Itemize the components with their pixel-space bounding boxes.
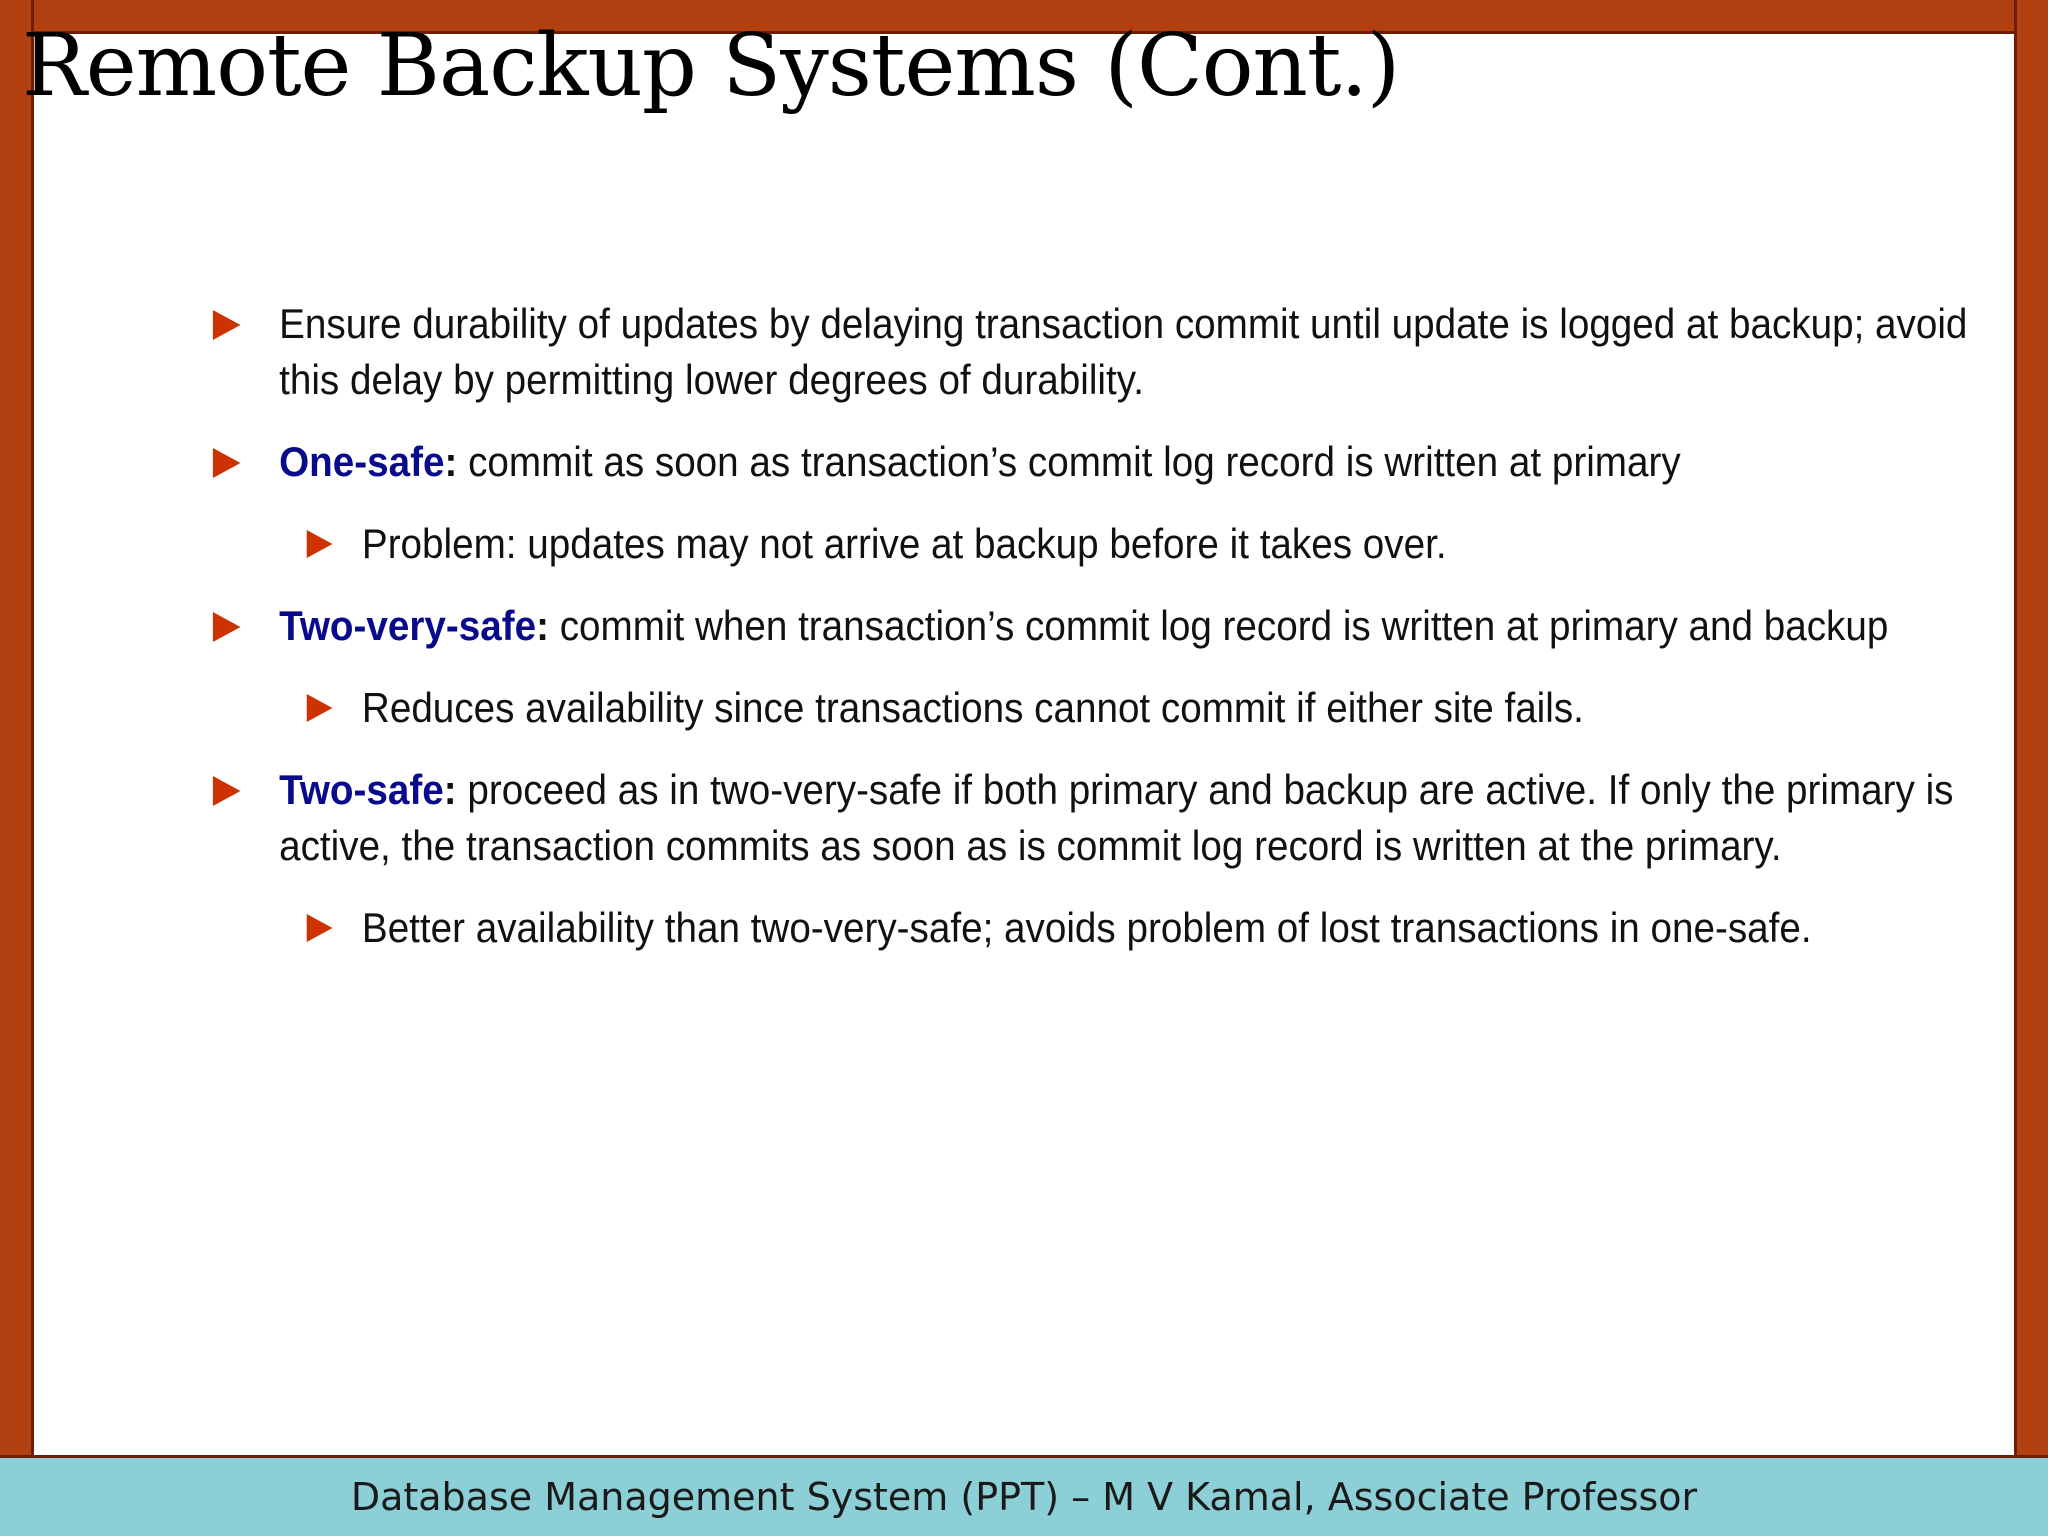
bullet-text: Reduces availability since transactions cannot commit if either site fails. [361, 684, 1584, 731]
bullet-list [200, 296, 1990, 982]
slide-footer: Database Management System (PPT) – M V Kamal, Associate Professor [0, 1455, 2048, 1536]
sub-bullet-item [200, 516, 2048, 572]
bullet-term: One-safe [279, 438, 445, 485]
term-separator: : [536, 602, 549, 649]
bullet-text: proceed as in two-very-safe if both primary and backup are active. If only the primary is active, the transaction commits as soon as is commit log record is written at the primary. [279, 766, 1954, 869]
triangle-right-icon [307, 694, 333, 722]
triangle-right-icon [213, 448, 241, 478]
bullet-item [200, 296, 1990, 408]
bullet-text: Better availability than two-very-safe; avoids problem of lost transactions in one-safe. [361, 904, 1812, 951]
slide-frame-left [0, 0, 34, 1455]
triangle-right-icon [307, 914, 333, 942]
bullet-text: commit as soon as transaction’s commit log record is written at primary [457, 438, 1681, 485]
bullet-term: Two-very-safe [279, 602, 537, 649]
bullet-item [200, 598, 1990, 654]
triangle-right-icon [213, 612, 241, 642]
bullet-text: Problem: updates may not arrive at backup before it takes over. [361, 520, 1447, 567]
bullet-text: commit when transaction’s commit log record is written at primary and backup [548, 602, 1889, 649]
sub-bullet-item [200, 900, 2048, 956]
bullet-term: Two-safe [279, 766, 444, 813]
bullet-item [200, 434, 1990, 490]
sub-bullet-item [200, 680, 2048, 736]
triangle-right-icon [213, 776, 241, 806]
term-separator: : [444, 438, 458, 485]
term-separator: : [443, 766, 457, 813]
triangle-right-icon [307, 530, 333, 558]
bullet-item [200, 762, 1990, 874]
triangle-right-icon [213, 310, 241, 340]
bullet-text: Ensure durability of updates by delaying transaction commit until update is logged at backup; avoid this delay by permitting lower degrees of durability. [279, 300, 1968, 403]
slide-title: Remote Backup Systems (Cont.) [22, 16, 1400, 116]
